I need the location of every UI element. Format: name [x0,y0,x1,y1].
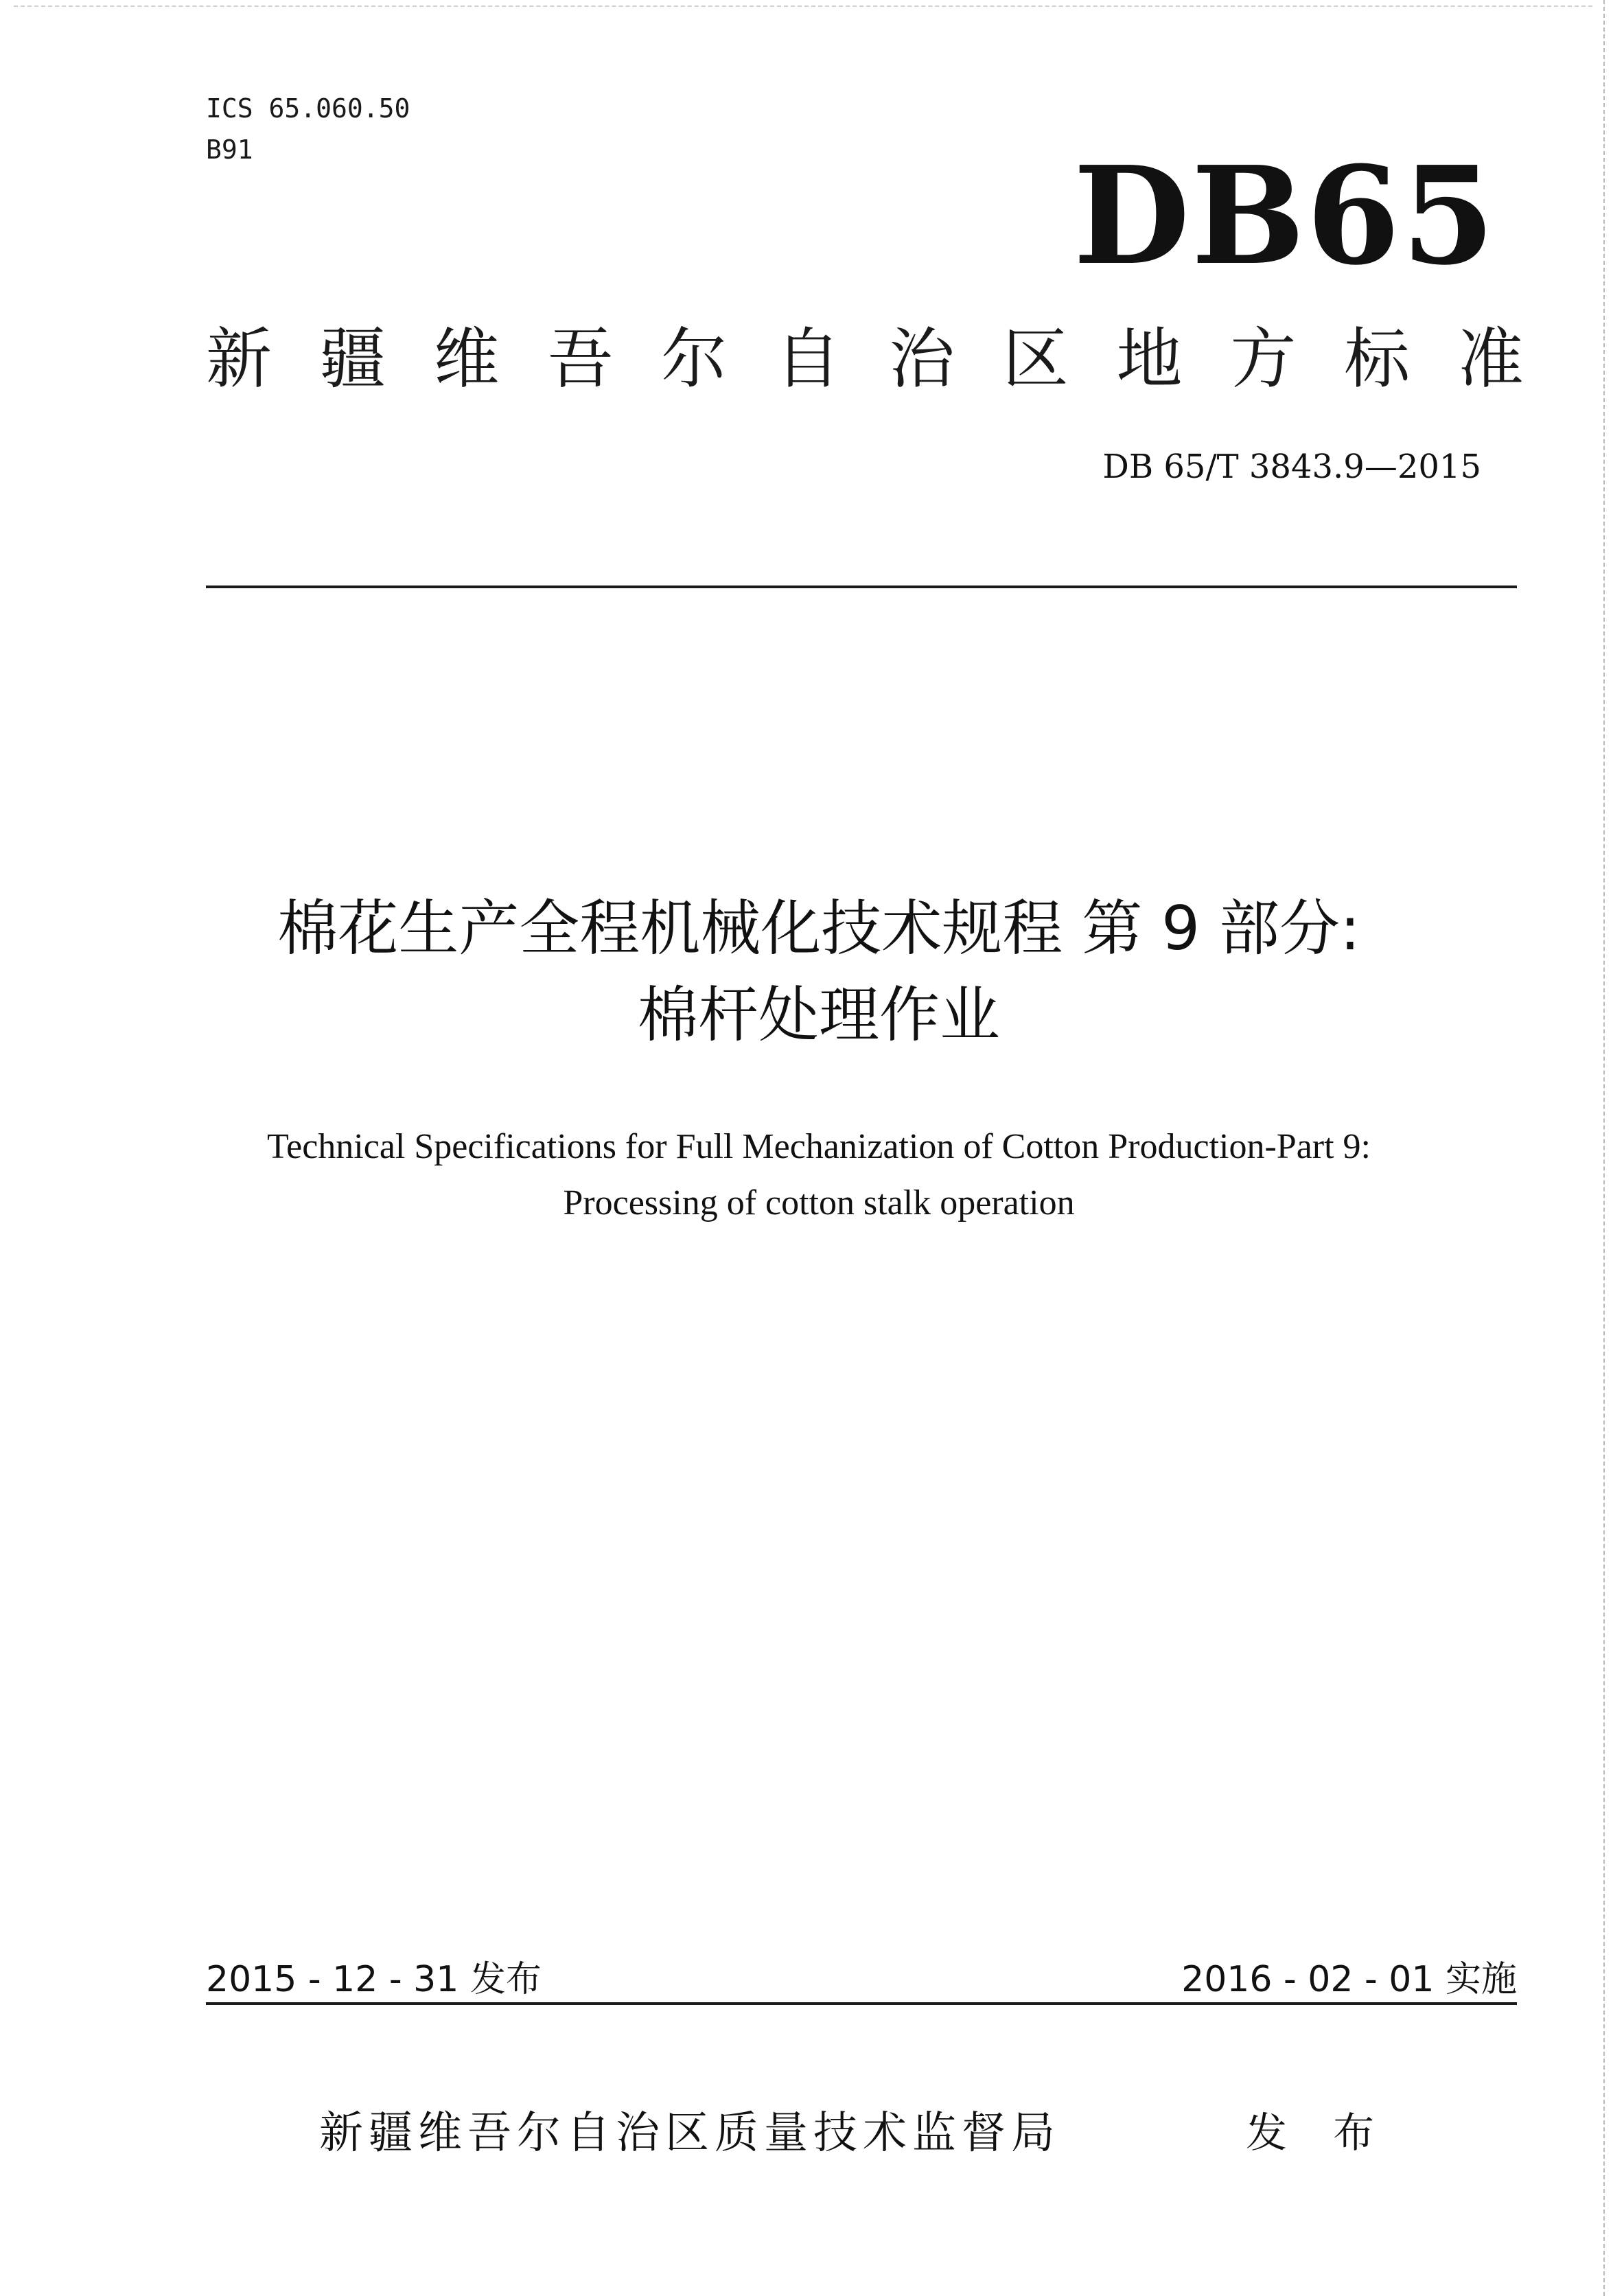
authority-char: 疆 [319,321,386,397]
scan-edge-top [14,0,1592,7]
chinese-title [110,885,1528,1058]
scan-edge-right [1601,0,1605,2296]
header-divider [206,585,1517,588]
issue-date: 2015 - 12 - 31 发布 [206,1959,542,2000]
chinese-title-line-1: 棉花生产全程机械化技术规程 第 9 部分: [277,893,1360,964]
footer-divider [206,2002,1517,2005]
english-title [137,1119,1500,1231]
english-title-line-1: Technical Specifications for Full Mechanization of Cotton Production-Part 9: [267,1127,1371,1166]
issuing-authority-title [206,321,1524,397]
authority-char: 治 [888,321,955,397]
effective-date: 2016 - 02 - 01 实施 [1181,1959,1517,2000]
publisher-name: 新疆维吾尔自治区质量技术监督局 [319,2108,1060,2159]
authority-char: 吾 [547,321,614,397]
authority-char: 维 [433,321,500,397]
authority-char: 准 [1457,321,1524,397]
ccs-code: B91 [206,135,253,165]
authority-char: 新 [206,321,272,397]
standard-number: DB 65/T 3843.9—2015 [1102,448,1481,486]
authority-char: 自 [775,321,842,397]
authority-char: 地 [1116,321,1183,397]
chinese-title-line-2: 棉杆处理作业 [637,979,1000,1050]
authority-char: 区 [1002,321,1069,397]
db65-logo: DB65 [1073,137,1496,295]
authority-char: 方 [1230,321,1297,397]
publish-label: 发 布 [1246,2109,1391,2157]
authority-char: 标 [1344,321,1411,397]
ics-code: ICS 65.060.50 [206,93,410,124]
english-title-line-2: Processing of cotton stalk operation [563,1183,1075,1222]
classification-codes [206,88,410,170]
authority-char: 尔 [661,321,728,397]
